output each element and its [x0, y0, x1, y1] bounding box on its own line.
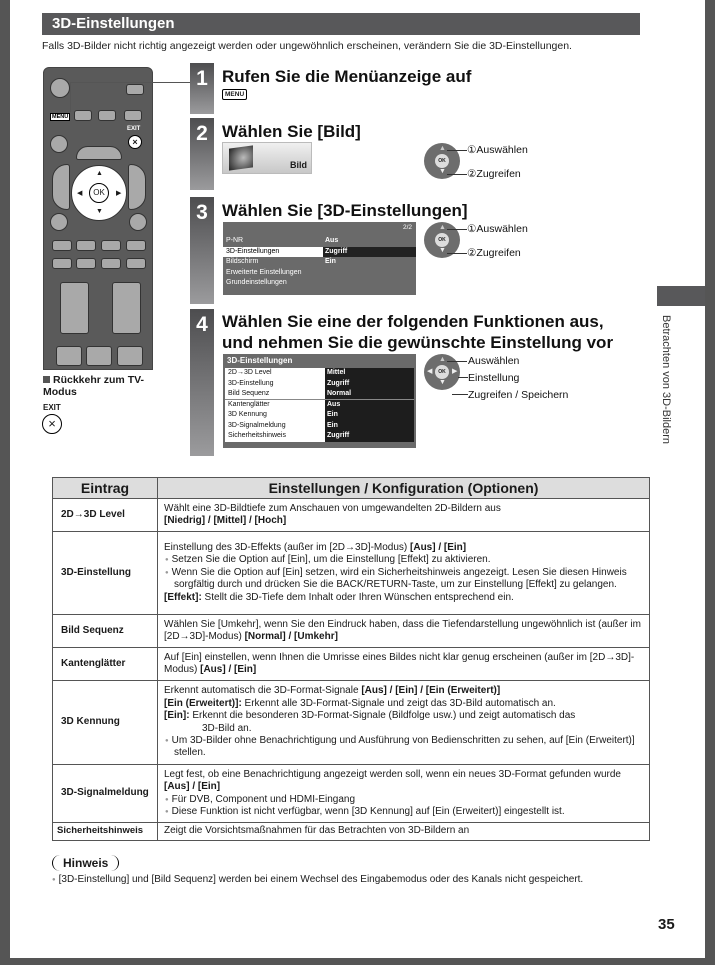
remote-button	[50, 78, 70, 98]
section-intro: Falls 3D-Bilder nicht richtig angezeigt werden oder ungewöhnlich erscheinen, verändern Sie die 3D-Einstellungen.	[42, 40, 572, 52]
osd-row[interactable]: Bildschirm Ein	[226, 258, 336, 265]
nav-access-label: ②Zugreifen	[467, 168, 521, 180]
osd-3d-settings-menu	[223, 354, 416, 448]
remote-button	[50, 213, 68, 231]
settings-table	[52, 477, 650, 841]
chapter-tab	[657, 286, 705, 306]
remote-button	[101, 240, 121, 251]
bullet-square-icon	[43, 376, 50, 383]
callout-line	[452, 394, 468, 395]
callout-line	[447, 253, 467, 254]
note-text: ● [3D-Einstellung] und [Bild Sequenz] werden bei einem Wechsel des Eingabemodus oder des Kanals nicht gespeichert.	[52, 874, 612, 887]
note-heading: Hinweis	[52, 855, 119, 871]
osd-row[interactable]: Sicherheitshinweis Zugriff	[225, 431, 414, 442]
step-number-3: 3	[190, 197, 214, 304]
remote-button	[52, 240, 72, 251]
exit-button-icon: ×	[128, 135, 142, 149]
remote-button	[52, 164, 70, 210]
remote-button	[76, 258, 96, 269]
callout-line	[447, 229, 467, 230]
remote-button	[50, 135, 68, 153]
osd-picture-menu	[223, 222, 416, 295]
remote-button	[126, 258, 146, 269]
remote-button	[74, 110, 92, 121]
exit-key-label: EXIT	[43, 403, 61, 412]
remote-button	[126, 84, 144, 95]
step-2-title: Wählen Sie [Bild]	[222, 122, 361, 141]
callout-line	[458, 377, 468, 378]
remote-button	[117, 346, 143, 366]
nav-select-label: ①Auswählen	[467, 223, 528, 235]
remote-button	[112, 282, 141, 334]
header-settings: Einstellungen / Konfiguration (Optionen)	[158, 478, 650, 499]
bild-menu-tile: Bild	[222, 142, 312, 174]
remote-button	[56, 346, 82, 366]
menu-key-icon: MENU	[222, 89, 247, 100]
osd-row[interactable]: 3D-Einstellung Zugriff	[225, 379, 414, 390]
table-row: 2D→3D Level Wählt eine 3D-Bildtiefe zum Anschauen von umgewandelten 2D-Bildern aus [Niedrig] / [Mittel] / [Hoch]	[53, 499, 650, 532]
remote-button	[76, 146, 122, 160]
ok-button: OK	[89, 183, 109, 203]
osd-row[interactable]: 2D→3D Level Mittel	[225, 368, 414, 379]
step-number-4: 4	[190, 309, 214, 456]
osd-row-selected[interactable]: 3D-Einstellungen Zugriff	[223, 247, 416, 258]
remote-button	[52, 258, 72, 269]
osd-row[interactable]: 3D Kennung Ein	[225, 410, 414, 421]
table-row: 3D-Signalmeldung Legt fest, ob eine Benachrichtigung angezeigt werden soll, wenn ein neues 3D-Format gefunden wurde [Aus] / [Ein] ● Für DVB, Component und HDMI-Eingang ● Diese Funktion ist nicht verfügbar, wenn [3D Kennung] auf [Ein (Erweitert)] eingestellt ist.	[53, 765, 650, 823]
chapter-tab-label: Betrachten von 3D-Bildern	[660, 315, 672, 445]
table-header-row	[53, 478, 650, 499]
step-4-title-line2: und nehmen Sie die gewünschte Einstellung vor	[222, 333, 614, 352]
callout-line	[447, 150, 467, 151]
nav-access-label: ②Zugreifen	[467, 247, 521, 259]
nav-select-label: ①Auswählen	[467, 144, 528, 156]
header-entry: Eintrag	[53, 478, 158, 499]
osd-row[interactable]: P-NR Aus	[226, 237, 339, 244]
nav-access-save-label: Zugreifen / Speichern	[468, 389, 569, 401]
osd-row[interactable]: Erweiterte Einstellungen	[226, 268, 302, 276]
ok-navigation-icon: ▲ ▼ ◀ ▶ OK	[424, 354, 460, 390]
step-4-title-line1: Wählen Sie eine der folgenden Funktionen aus,	[222, 312, 604, 331]
remote-button	[101, 258, 121, 269]
remote-button	[76, 240, 96, 251]
remote-button	[126, 240, 146, 251]
step-3-title: Wählen Sie [3D-Einstellungen]	[222, 201, 468, 220]
osd-title: 3D-Einstellungen	[227, 356, 293, 365]
osd-row[interactable]: Bild Sequenz Normal	[225, 389, 414, 400]
remote-button	[86, 346, 112, 366]
callout-line	[70, 82, 71, 112]
remote-button	[124, 110, 142, 121]
dpad: ▲ ▼ ◀ ▶ OK	[71, 165, 127, 221]
menu-button-label: MENU	[52, 114, 69, 120]
step-number-2: 2	[190, 118, 214, 190]
osd-row[interactable]: Kantenglätter Aus	[225, 400, 414, 411]
section-title: 3D-Einstellungen	[42, 13, 640, 35]
nav-select-label: Auswählen	[468, 355, 520, 367]
table-row: 3D Kennung Erkennt automatisch die 3D-Format-Signale [Aus] / [Ein] / [Ein (Erweitert)] [Ein (Erweitert)]: Erkennt alle 3D-Format-Signale und zeigt das 3D-Bild automatisch an. [Ein]: Erkennt die besonderen 3D-Format-Signale (Bildfolge usw.) und zeigt automatisch das 3D-Bild an. ● Um 3D-Bilder ohne Benachrichtigung und Ausführung von Bedienschritten zu sehen, auf [Ein (Erweitert)] stellen.	[53, 681, 650, 765]
remote-button	[128, 164, 146, 210]
table-row: Bild Sequenz Wählen Sie [Umkehr], wenn Sie den Eindruck haben, dass die Tiefendarstellung ungewöhnlich ist (außer im [2D→3D]-Modus) [Normal] / [Umkehr]	[53, 615, 650, 648]
callout-line	[70, 82, 190, 83]
step-number-1: 1	[190, 63, 214, 114]
nav-adjust-label: Einstellung	[468, 372, 520, 384]
remote-button	[60, 282, 89, 334]
ok-navigation-icon: ▲ ▼ OK	[424, 222, 460, 258]
osd-row[interactable]: 3D-Signalmeldung Ein	[225, 421, 414, 432]
table-row: Sicherheitshinweis Zeigt die Vorsichtsmaßnahmen für das Betrachten von 3D-Bildern an	[53, 823, 650, 841]
table-row: Kantenglätter Auf [Ein] einstellen, wenn Ihnen die Umrisse eines Bildes nicht klar genug erscheinen (außer im [2D→3D]-Modus) [Aus] / [Ein]	[53, 648, 650, 681]
osd-page-indicator: 2/2	[402, 224, 412, 231]
step-1-title: Rufen Sie die Menüanzeige auf	[222, 67, 472, 86]
exit-key-icon: ×	[42, 414, 62, 434]
table-row: 3D-Einstellung Einstellung des 3D-Effekts (außer im [2D→3D]-Modus) [Aus] / [Ein] ● Setzen Sie die Option auf [Ein], um die Einstellung [Effekt] zu aktivieren. ● Wenn Sie die Option auf [Ein] setzen, wird ein Sicherheitshinweis angezeigt. Lesen Sie diesen Hinweis sorgfältig durch und drücken Sie die BACK/RETURN-Taste, um zur Einstellung [Effekt] zu gelangen. [Effekt]: Stellt die 3D-Tiefe dem Inhalt oder Ihren Wünschen entsprechend ein.	[53, 532, 650, 615]
ok-navigation-icon: ▲ ▼ OK	[424, 143, 460, 179]
remote-button	[98, 110, 116, 121]
callout-line	[447, 174, 467, 175]
return-to-tv-note: Rückkehr zum TV-Modus	[43, 374, 145, 398]
osd-row[interactable]: Grundeinstellungen	[226, 279, 287, 286]
remote-control-illustration	[43, 67, 153, 370]
exit-button-label: EXIT	[127, 126, 141, 132]
page-number: 35	[658, 916, 675, 933]
picture-icon	[229, 145, 253, 170]
remote-button	[129, 213, 147, 231]
callout-line	[447, 361, 467, 362]
